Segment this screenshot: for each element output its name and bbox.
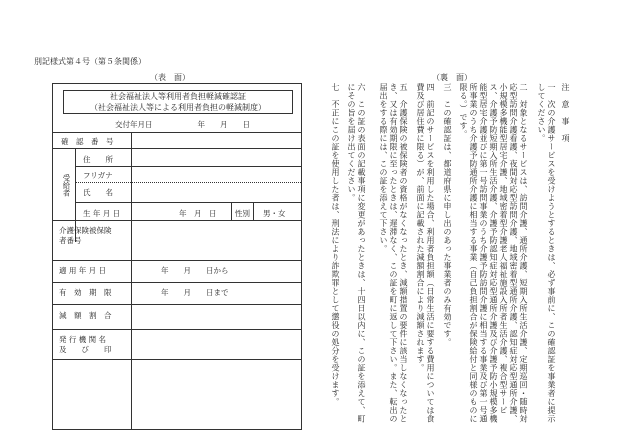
heading-subtitle: （社会福祉法人等による利用者負担の軽減制度） bbox=[90, 103, 266, 112]
insured-number-label-2: 者番号 bbox=[59, 236, 82, 245]
column-divider bbox=[131, 132, 132, 260]
row-divider bbox=[75, 166, 301, 167]
heading-title: 社会福祉法人等利用者負担軽減確認証 bbox=[110, 92, 246, 101]
note-item: 四 前記のサービスを利用した場合、利用者負担額（日常生活に要する費用については食費及び居住費に限る）が、前面に記載された減額割合により減額されます。 bbox=[416, 83, 435, 423]
insured-number-label: 介護保険被保険 bbox=[59, 226, 112, 235]
issue-date: 交付年月日 年 月 日 bbox=[115, 120, 250, 129]
row-divider bbox=[53, 304, 301, 305]
note-item: 三 この確認証は、都道府県に申し出のあった事業者のみ有効です。 bbox=[443, 83, 452, 347]
valid-period-label: 有 効 期 限 bbox=[59, 288, 112, 297]
birth-date-label: 生 年 月 日 bbox=[83, 209, 121, 218]
notes-heading: 注 意 事 項 bbox=[561, 83, 570, 143]
sex-value: 男・女 bbox=[263, 209, 286, 218]
row-divider bbox=[53, 359, 301, 360]
address-label: 住 所 bbox=[83, 155, 113, 164]
sex-label: 性別 bbox=[235, 209, 250, 218]
front-side-label: （表 面） bbox=[150, 73, 190, 82]
form-number: 別記様式第４号（第５条関係） bbox=[34, 57, 146, 66]
column-divider bbox=[131, 260, 132, 429]
start-date-label: 適 用 年 月 日 bbox=[59, 266, 107, 275]
row-divider bbox=[53, 132, 301, 133]
back-side-notes bbox=[320, 83, 590, 428]
furigana-label: フリガナ bbox=[83, 171, 113, 180]
row-divider bbox=[53, 260, 301, 261]
birth-date-value: 年 月 日 bbox=[179, 209, 217, 218]
front-side-card bbox=[52, 83, 302, 430]
note-item: 五 介護保険の被保険者の資格がなくなったとき、減額措置の要件に該当しなくなったとき、又は有効期限に至ったときは、遅滞なく、この証を町に返して下さい。また、転出の届出をする際には、この証を添えて下さい。 bbox=[379, 83, 408, 423]
column-divider bbox=[253, 202, 254, 220]
confirm-number-label: 確 認 番 号 bbox=[61, 137, 114, 146]
row-divider bbox=[53, 220, 301, 221]
valid-period-value: 年 月 日まで bbox=[161, 288, 229, 297]
row-divider bbox=[53, 329, 301, 330]
row-divider bbox=[53, 148, 301, 149]
note-item: 一 次の介護サービスを受けようとするときは、必ず事前に、この確認証を事業者に提示してください。 bbox=[537, 83, 556, 423]
row-divider bbox=[75, 182, 301, 183]
row-divider bbox=[75, 202, 301, 203]
back-side-label: （裏 面） bbox=[432, 73, 472, 82]
recipient-label: 受給者 bbox=[62, 174, 71, 197]
note-item: 七 不正にこの証を使用した者は、刑法により詐欺罪として懲役の処分を受けます。 bbox=[331, 83, 340, 406]
row-divider bbox=[53, 282, 301, 283]
note-item: 六 この証の表面の記載事項に変更があったときは、十四日以内に、この証を添えて、町にその旨を届け出てください。 bbox=[347, 83, 366, 423]
column-divider bbox=[231, 202, 232, 220]
name-label: 氏 名 bbox=[83, 188, 113, 197]
card-heading bbox=[63, 90, 293, 114]
reduction-rate-label: 減 額 割 合 bbox=[59, 311, 112, 320]
issuer-label-2: 及 び 印 bbox=[59, 345, 112, 354]
issuer-label: 発 行 機 関 名 bbox=[59, 335, 107, 344]
start-date-value: 年 月 日から bbox=[161, 266, 229, 275]
note-item: 二 対象となるサービスは、訪問介護、通所介護、短期入所生活介護、定期巡回・随時対応型訪問介護看護、夜間対応型訪問介護、地域密着型通所介護、認知症対応型通所介護、小規模多機能型居宅介護、地域密着型介護老人福祉施設入所者生活介護、複合型サービス、介護予防短期入所生活介護、介護予防認知症対応型通所介護及び介護予防小規模多機能型居宅介護並びに第一号訪問事業のうち介護予防訪問介護に相当する事業及び第一号通所事業のうち介護予防通所介護に相当する事業（自己負担割合が保険給付と同様のものに限る。）です。 bbox=[459, 83, 528, 423]
